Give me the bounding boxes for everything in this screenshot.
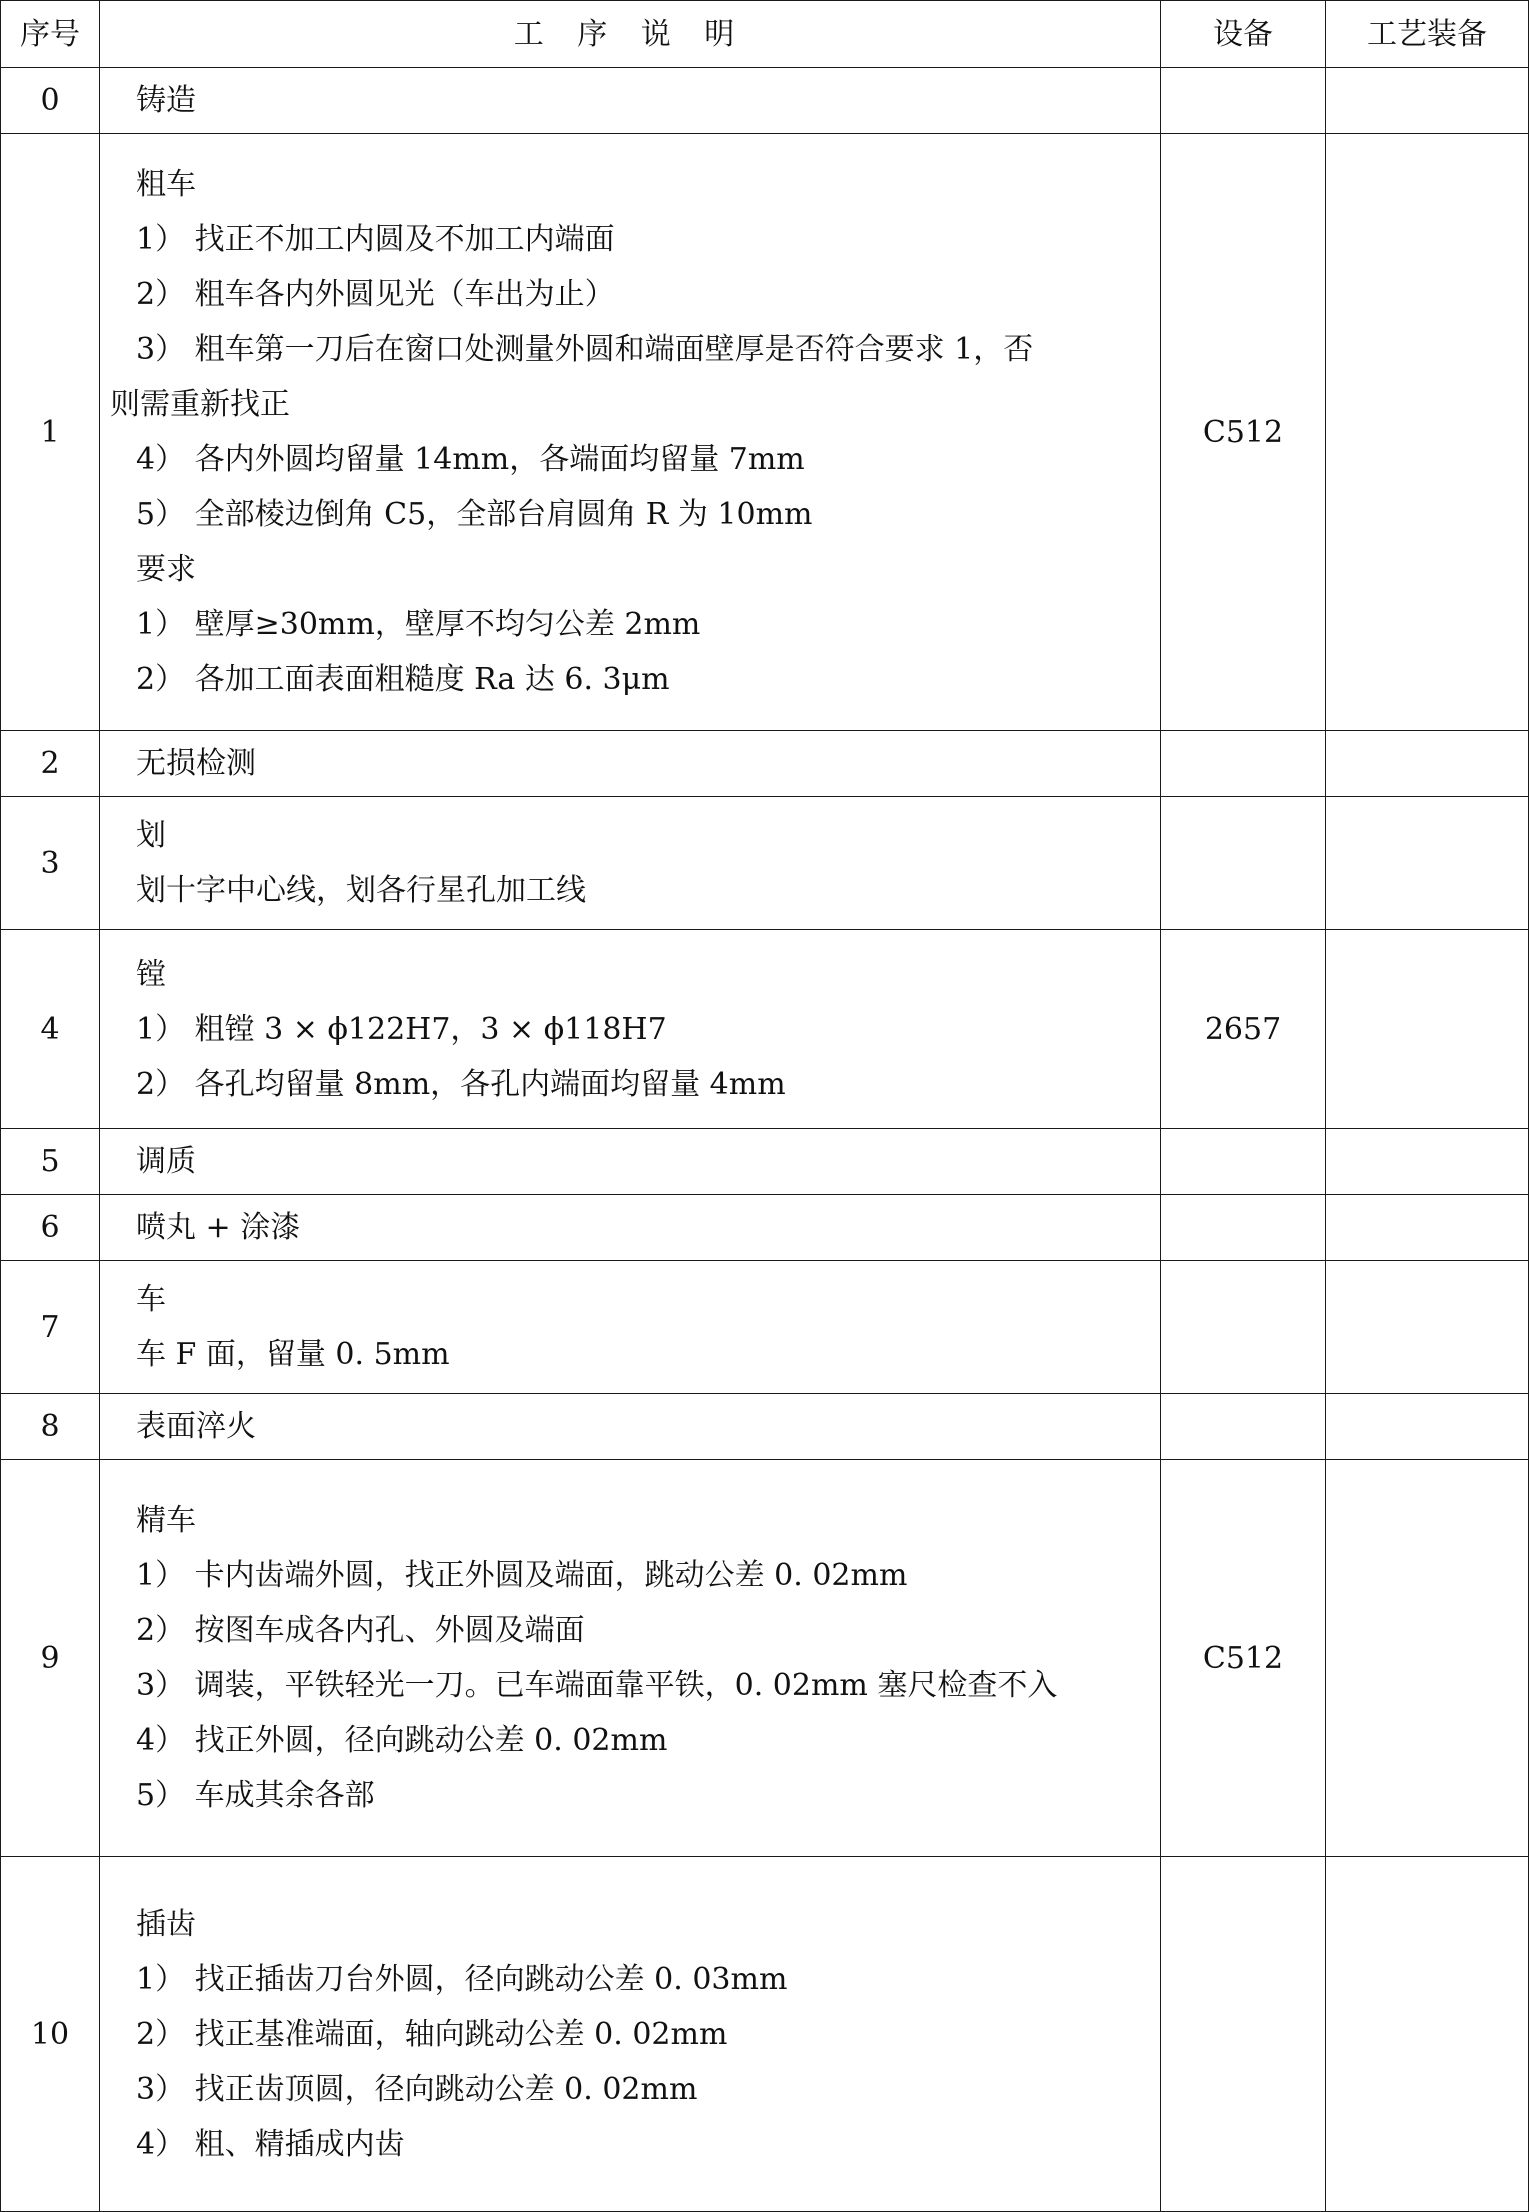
desc-line: 3） 粗车第一刀后在窗口处测量外圆和端面壁厚是否符合要求 1，否 — [136, 332, 1034, 367]
desc-line: 1） 找正插齿刀台外圆，径向跳动公差 0. 03mm — [136, 1961, 788, 1997]
row-equipment: C512 — [1161, 1460, 1326, 1857]
row-desc — [100, 1460, 1161, 1857]
desc-line: 则需重新找正 — [110, 387, 290, 422]
row-desc — [100, 1394, 1161, 1460]
row-no: 9 — [1, 1460, 100, 1857]
row-equipment — [1161, 1857, 1326, 2212]
row-tooling — [1326, 731, 1529, 797]
desc-line: 2） 粗车各内外圆见光（车出为止） — [136, 277, 615, 312]
table-row — [1, 930, 1529, 1129]
desc-line: 2） 各孔均留量 8mm，各孔内端面均留量 4mm — [136, 1066, 786, 1102]
table-row — [1, 1195, 1529, 1261]
row-no: 1 — [1, 134, 100, 731]
table-row — [1, 134, 1529, 731]
desc-line: 镗 — [136, 956, 166, 992]
desc-line: 4） 找正外圆，径向跳动公差 0. 02mm — [136, 1723, 668, 1758]
row-equipment — [1161, 68, 1326, 134]
row-desc — [100, 1195, 1161, 1261]
desc-line: 喷丸 + 涂漆 — [136, 1210, 301, 1245]
row-desc — [100, 930, 1161, 1129]
header-tooling: 工艺装备 — [1326, 1, 1529, 68]
desc-line: 粗车 — [136, 167, 196, 202]
row-equipment — [1161, 1195, 1326, 1261]
desc-line: 调质 — [136, 1144, 196, 1179]
row-equipment — [1161, 731, 1326, 797]
desc-line: 2） 找正基准端面，轴向跳动公差 0. 02mm — [136, 2016, 728, 2052]
row-desc — [100, 1857, 1161, 2212]
row-tooling — [1326, 1261, 1529, 1394]
row-tooling — [1326, 68, 1529, 134]
row-no: 2 — [1, 731, 100, 797]
row-equipment: C512 — [1161, 134, 1326, 731]
row-tooling — [1326, 797, 1529, 930]
header-desc: 工 序 说 明 — [100, 1, 1161, 68]
desc-line: 划十字中心线，划各行星孔加工线 — [136, 873, 586, 908]
desc-line: 车 F 面，留量 0. 5mm — [136, 1337, 450, 1372]
row-tooling — [1326, 1857, 1529, 2212]
row-desc — [100, 134, 1161, 731]
row-desc — [100, 1261, 1161, 1394]
desc-line: 插齿 — [136, 1906, 196, 1942]
row-equipment: 2657 — [1161, 930, 1326, 1129]
row-tooling — [1326, 1460, 1529, 1857]
desc-line: 5） 全部棱边倒角 C5，全部台肩圆角 R 为 10mm — [136, 497, 813, 532]
row-tooling — [1326, 1394, 1529, 1460]
row-tooling — [1326, 930, 1529, 1129]
row-no: 7 — [1, 1261, 100, 1394]
desc-line: 划 — [136, 818, 166, 853]
table-row — [1, 731, 1529, 797]
row-tooling — [1326, 134, 1529, 731]
row-no: 10 — [1, 1857, 100, 2212]
desc-line: 4） 各内外圆均留量 14mm，各端面均留量 7mm — [136, 442, 805, 477]
desc-line: 2） 按图车成各内孔、外圆及端面 — [136, 1613, 585, 1648]
desc-line: 精车 — [136, 1503, 196, 1538]
row-no: 6 — [1, 1195, 100, 1261]
row-no: 4 — [1, 930, 100, 1129]
row-equipment — [1161, 1261, 1326, 1394]
table-row — [1, 1857, 1529, 2212]
row-no: 3 — [1, 797, 100, 930]
row-desc — [100, 797, 1161, 930]
desc-line: 无损检测 — [136, 746, 256, 781]
row-desc — [100, 731, 1161, 797]
table-row — [1, 1460, 1529, 1857]
desc-line: 1） 卡内齿端外圆，找正外圆及端面，跳动公差 0. 02mm — [136, 1558, 908, 1593]
desc-line: 1） 找正不加工内圆及不加工内端面 — [136, 222, 615, 257]
desc-line: 5） 车成其余各部 — [136, 1778, 375, 1813]
desc-line: 1） 壁厚≥30mm，壁厚不均匀公差 2mm — [136, 607, 701, 642]
header-no: 序号 — [1, 1, 100, 68]
table-row — [1, 1394, 1529, 1460]
row-desc — [100, 1129, 1161, 1195]
row-equipment — [1161, 1394, 1326, 1460]
row-tooling — [1326, 1129, 1529, 1195]
desc-line: 铸造 — [136, 83, 196, 118]
desc-line: 3） 调装，平铁轻光一刀。已车端面靠平铁，0. 02mm 塞尺检查不入 — [136, 1668, 1058, 1703]
row-no: 0 — [1, 68, 100, 134]
desc-line: 1） 粗镗 3 × ϕ122H7，3 × ϕ118H7 — [136, 1011, 667, 1047]
row-equipment — [1161, 797, 1326, 930]
desc-line: 3） 找正齿顶圆，径向跳动公差 0. 02mm — [136, 2071, 698, 2107]
table-row — [1, 68, 1529, 134]
row-tooling — [1326, 1195, 1529, 1261]
header-equipment: 设备 — [1161, 1, 1326, 68]
table-row — [1, 1261, 1529, 1394]
row-no: 8 — [1, 1394, 100, 1460]
desc-line: 4） 粗、精插成内齿 — [136, 2126, 405, 2162]
row-no: 5 — [1, 1129, 100, 1195]
row-desc — [100, 68, 1161, 134]
desc-line: 要求 — [136, 552, 196, 587]
desc-line: 车 — [136, 1282, 166, 1317]
desc-line: 表面淬火 — [136, 1409, 256, 1444]
row-equipment — [1161, 1129, 1326, 1195]
header-row — [1, 1, 1529, 68]
table-row — [1, 797, 1529, 930]
table-row — [1, 1129, 1529, 1195]
desc-line: 2） 各加工面表面粗糙度 Ra 达 6. 3μm — [136, 662, 670, 697]
